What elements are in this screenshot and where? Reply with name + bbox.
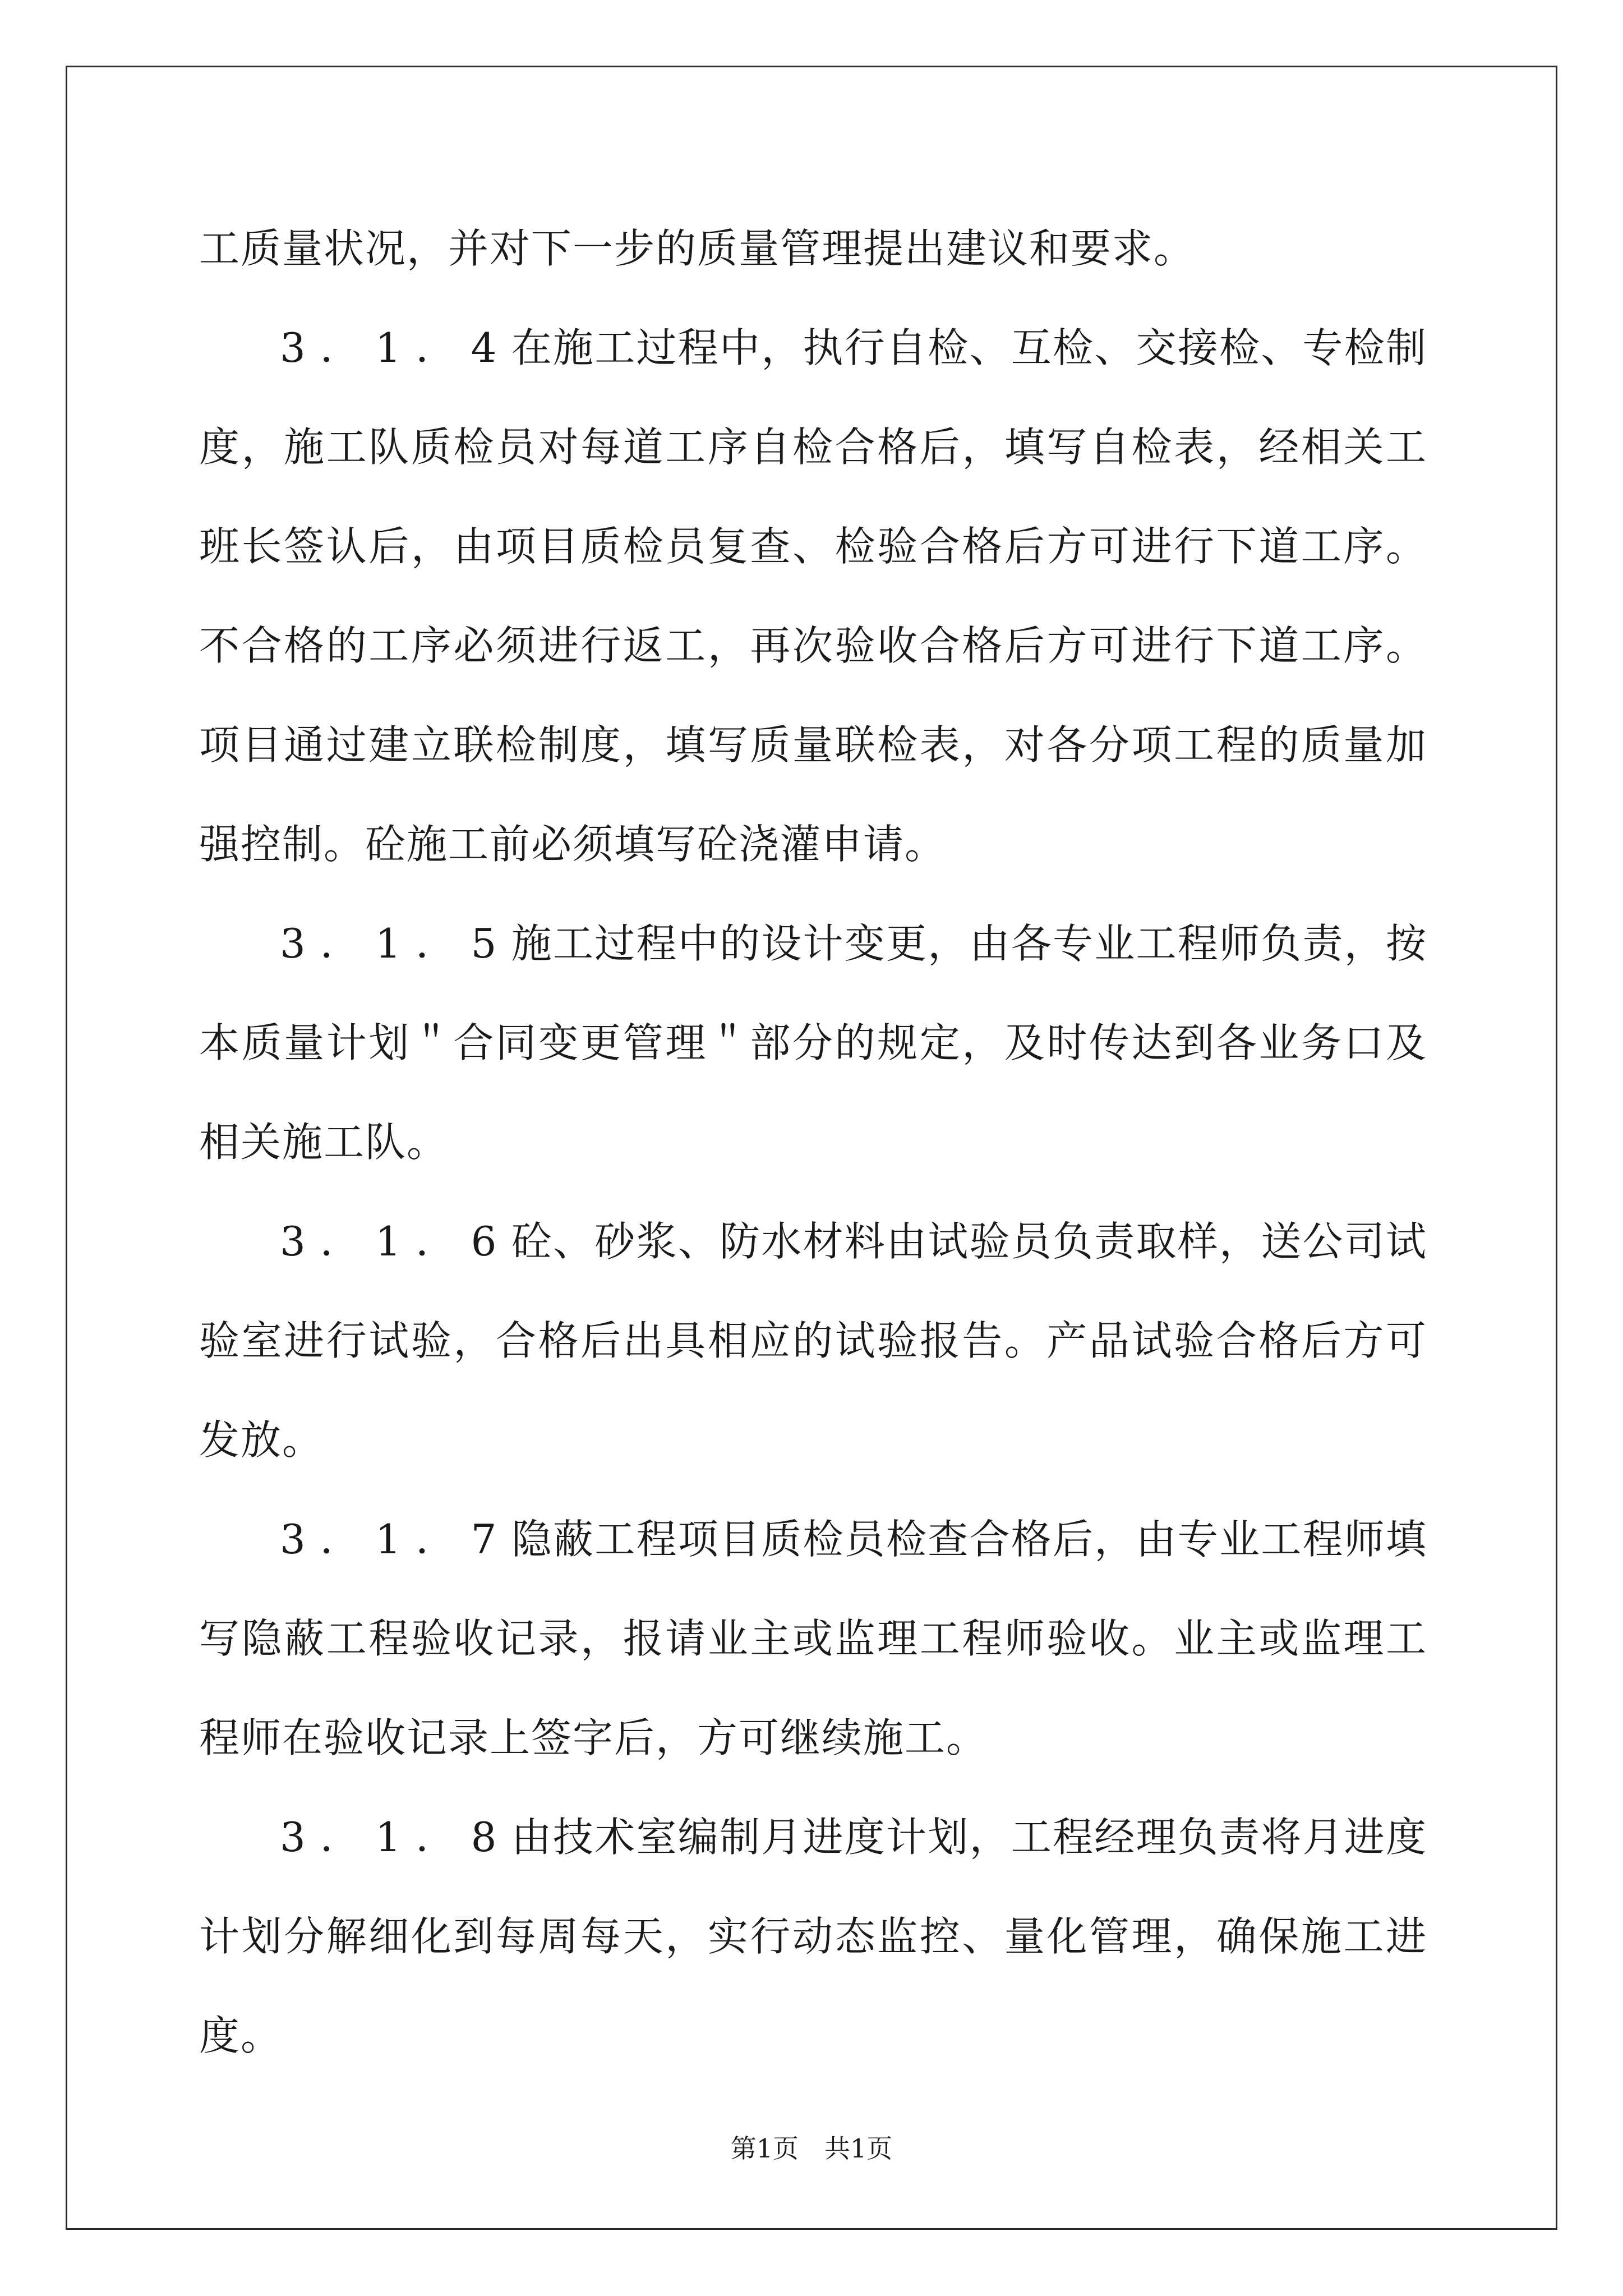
paragraph-3-1-4 xyxy=(199,298,1427,894)
paragraph-text: 由技术室编制月进度计划，工程经理负责将月进度计划分解细化到每周每天，实行动态监控、量化管理，确保施工进度。 xyxy=(199,1814,1427,2059)
paragraph-text: 隐蔽工程项目质检员检查合格后，由专业工程师填写隐蔽工程验收记录，报请业主或监理工程师验收。业主或监理工程师在验收记录上签字后，方可继续施工。 xyxy=(199,1516,1427,1761)
paragraph-3-1-8 xyxy=(199,1788,1427,2086)
clause-number: 3．1．7 xyxy=(280,1516,511,1563)
paragraph-3-1-6 xyxy=(199,1192,1427,1490)
clause-number: 3．1．5 xyxy=(280,920,511,967)
paragraph-text: 施工过程中的设计变更，由各专业工程师负责，按本质量计划＂合同变更管理＂部分的规定，及时传达到各业务口及相关施工队。 xyxy=(199,920,1427,1166)
paragraph-3-1-5 xyxy=(199,894,1427,1192)
paragraph-3-1-7 xyxy=(199,1490,1427,1788)
paragraph-text: 工质量状况，并对下一步的质量管理提出建议和要求。 xyxy=(199,225,1196,272)
page-footer xyxy=(0,2132,1623,2165)
paragraph-1 xyxy=(199,199,1427,298)
paragraph-text: 砼、砂浆、防水材料由试验员负责取样，送公司试验室进行试验，合格后出具相应的试验报告。产品试验合格后方可发放。 xyxy=(199,1218,1427,1464)
document-body xyxy=(199,199,1427,2086)
page-total: 共1页 xyxy=(824,2133,893,2164)
clause-number: 3．1．4 xyxy=(280,324,511,371)
page-number: 第1页 xyxy=(730,2133,799,2164)
clause-number: 3．1．6 xyxy=(280,1218,511,1265)
clause-number: 3．1．8 xyxy=(280,1814,511,1861)
paragraph-text: 在施工过程中，执行自检、互检、交接检、专检制度，施工队质检员对每道工序自检合格后，填写自检表，经相关工班长签认后，由项目质检员复查、检验合格后方可进行下道工序。不合格的工序必须进行返工，再次验收合格后方可进行下道工序。项目通过建立联检制度，填写质量联检表，对各分项工程的质量加强控制。砼施工前必须填写砼浇灌申请。 xyxy=(199,324,1427,868)
